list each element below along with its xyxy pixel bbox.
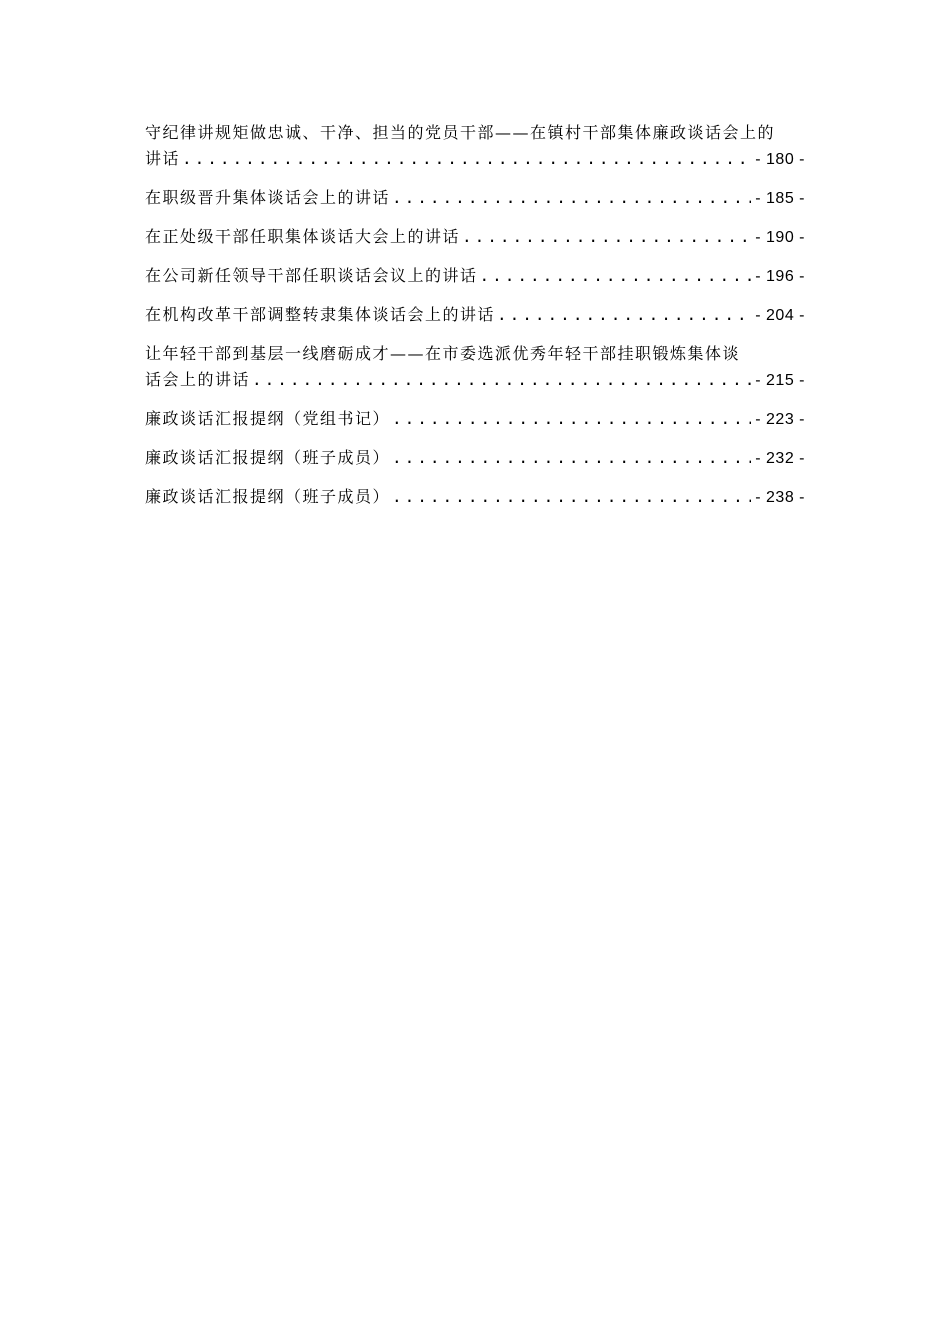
- toc-entry[interactable]: [145, 302, 805, 329]
- toc-entry-title[interactable]: 廉政谈话汇报提纲（班子成员）: [145, 448, 391, 467]
- toc-page-number[interactable]: - 215 -: [755, 372, 805, 389]
- toc-entry-title-line1[interactable]: 守纪律讲规矩做忠诚、干净、担当的党员干部——在镇村干部集体廉政谈话会上的: [145, 123, 776, 142]
- toc-entry-title[interactable]: 廉政谈话汇报提纲（党组书记）: [145, 409, 391, 428]
- dot-leader: [392, 185, 751, 211]
- dot-leader: [392, 484, 751, 510]
- dot-leader: [392, 406, 751, 432]
- toc-entry[interactable]: [145, 484, 805, 511]
- toc-page-number[interactable]: - 196 -: [755, 268, 805, 285]
- dot-leader: [182, 146, 751, 172]
- toc-entry[interactable]: [145, 263, 805, 290]
- toc-page-number[interactable]: - 223 -: [755, 411, 805, 428]
- dot-leader: [462, 224, 751, 250]
- toc-entry[interactable]: [145, 224, 805, 251]
- toc-entry-title[interactable]: 在正处级干部任职集体谈话大会上的讲话: [145, 227, 461, 246]
- dot-leader: [480, 263, 752, 289]
- toc-entry-title[interactable]: 在职级晋升集体谈话会上的讲话: [145, 188, 391, 207]
- toc-entry-title-line2[interactable]: 讲话: [145, 149, 181, 168]
- toc-entry-title[interactable]: 廉政谈话汇报提纲（班子成员）: [145, 487, 391, 506]
- dot-leader: [252, 367, 751, 393]
- toc-page-number[interactable]: - 190 -: [755, 229, 805, 246]
- toc-entry[interactable]: [145, 120, 805, 173]
- toc-page-number[interactable]: - 204 -: [755, 307, 805, 324]
- toc-entry[interactable]: [145, 341, 805, 394]
- dot-leader: [392, 445, 751, 471]
- table-of-contents: [145, 120, 805, 523]
- dot-leader: [497, 302, 751, 328]
- toc-entry[interactable]: [145, 445, 805, 472]
- toc-entry[interactable]: [145, 185, 805, 212]
- toc-entry-title[interactable]: 在机构改革干部调整转隶集体谈话会上的讲话: [145, 305, 496, 324]
- toc-page-number[interactable]: - 238 -: [755, 489, 805, 506]
- toc-entry-title-line2[interactable]: 话会上的讲话: [145, 370, 251, 389]
- toc-entry[interactable]: [145, 406, 805, 433]
- toc-page-number[interactable]: - 185 -: [755, 190, 805, 207]
- toc-entry-title[interactable]: 在公司新任领导干部任职谈话会议上的讲话: [145, 266, 478, 285]
- toc-page-number[interactable]: - 232 -: [755, 450, 805, 467]
- toc-page-number[interactable]: - 180 -: [755, 151, 805, 168]
- toc-entry-title-line1[interactable]: 让年轻干部到基层一线磨砺成才——在市委选派优秀年轻干部挂职锻炼集体谈: [145, 344, 741, 363]
